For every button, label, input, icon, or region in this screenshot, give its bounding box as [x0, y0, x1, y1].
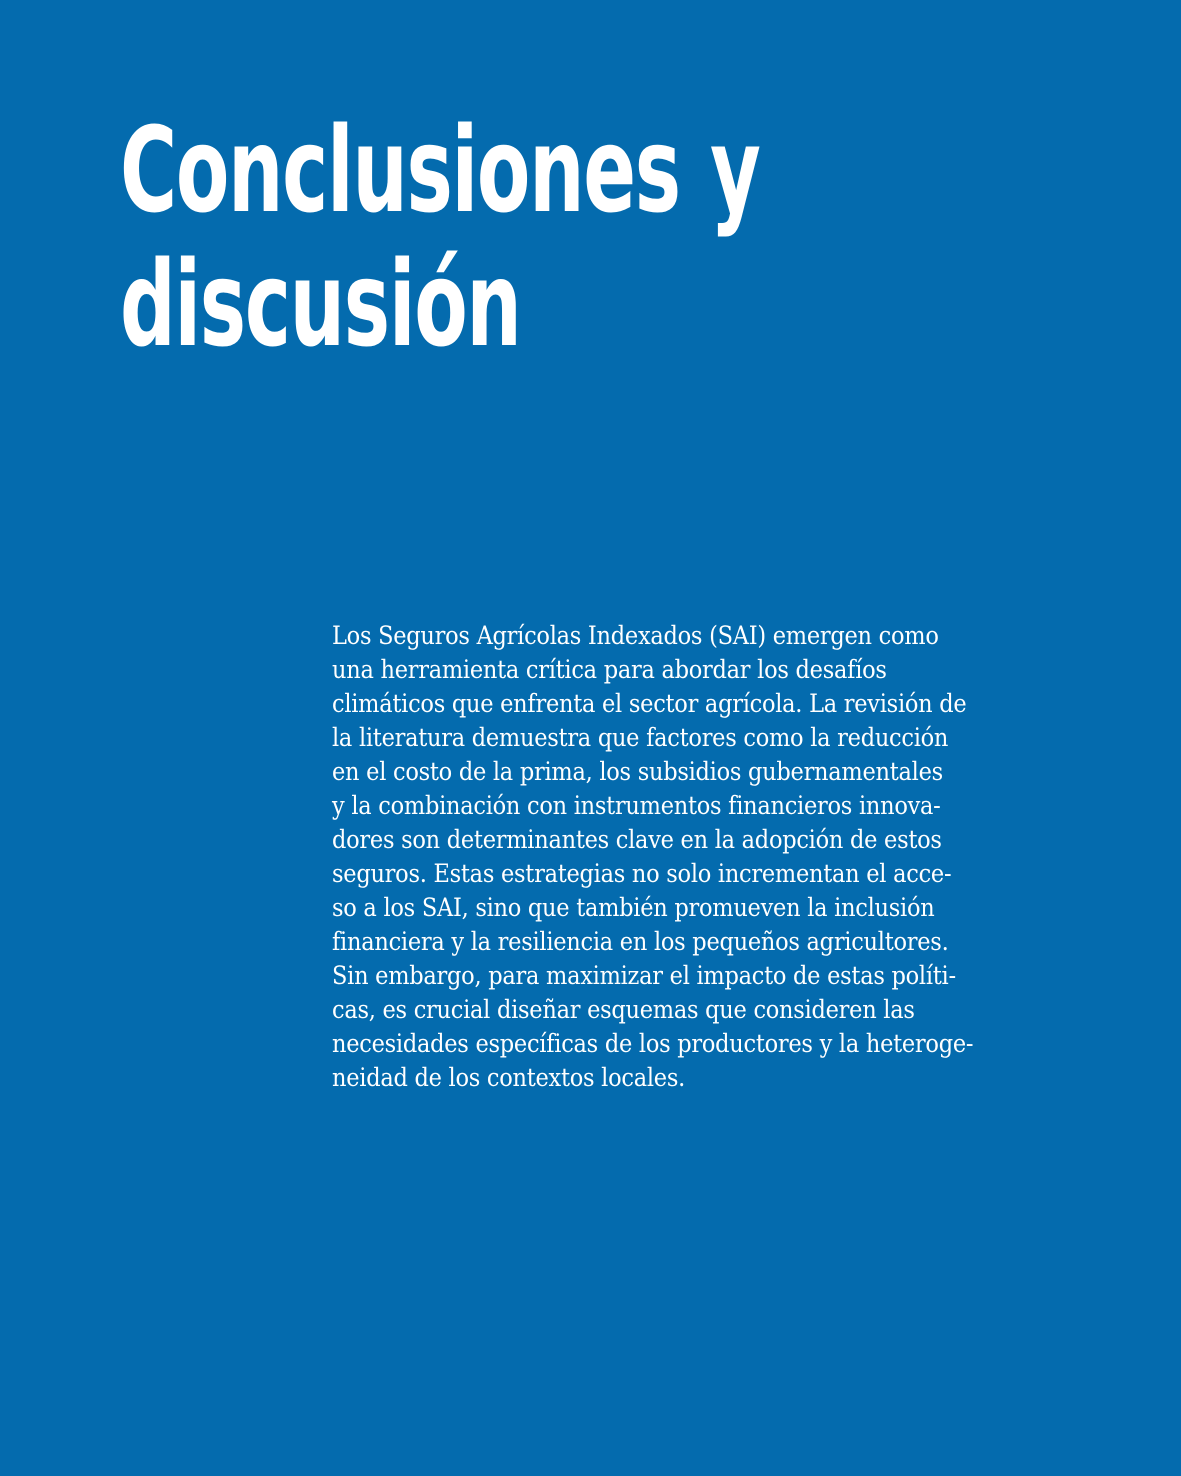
paragraph-line: Sin embargo, para maximizar el impacto de estas políti-: [332, 961, 956, 990]
section-title-line-1: [120, 103, 760, 237]
paragraph-line: necesidades específicas de los productores y la heteroge-: [332, 1029, 974, 1058]
section-title-word-conclusiones: Conclusiones: [120, 101, 680, 239]
paragraph-line: climáticos que enfrenta el sector agrícola. La revisión de: [332, 689, 967, 718]
paragraph-line: Los Seguros Agrícolas Indexados (SAI) emergen como: [332, 621, 939, 650]
paragraph-line: la literatura demuestra que factores como la reducción: [332, 723, 949, 752]
paragraph-line: financiera y la resiliencia en los pequeños agricultores.: [332, 927, 949, 956]
section-title: [120, 103, 760, 371]
paragraph-line: dores son determinantes clave en la adopción de estos: [332, 825, 942, 854]
section-title-line-2: discusión: [120, 235, 521, 373]
section-title-word-y: y: [710, 101, 760, 239]
paragraph-line: y la combinación con instrumentos financieros innova-: [332, 791, 941, 820]
paragraph-line: seguros. Estas estrategias no solo incrementan el acce-: [332, 859, 952, 888]
paragraph-line: neidad de los contextos locales.: [332, 1063, 685, 1092]
paragraph-line: una herramienta crítica para abordar los desafíos: [332, 655, 887, 684]
paragraph-line: so a los SAI, sino que también promueven la inclusión: [332, 893, 935, 922]
paragraph-line: en el costo de la prima, los subsidios gubernamentales: [332, 757, 943, 786]
body-paragraph: [332, 619, 985, 1095]
paragraph-line: cas, es crucial diseñar esquemas que consideren las: [332, 995, 915, 1024]
